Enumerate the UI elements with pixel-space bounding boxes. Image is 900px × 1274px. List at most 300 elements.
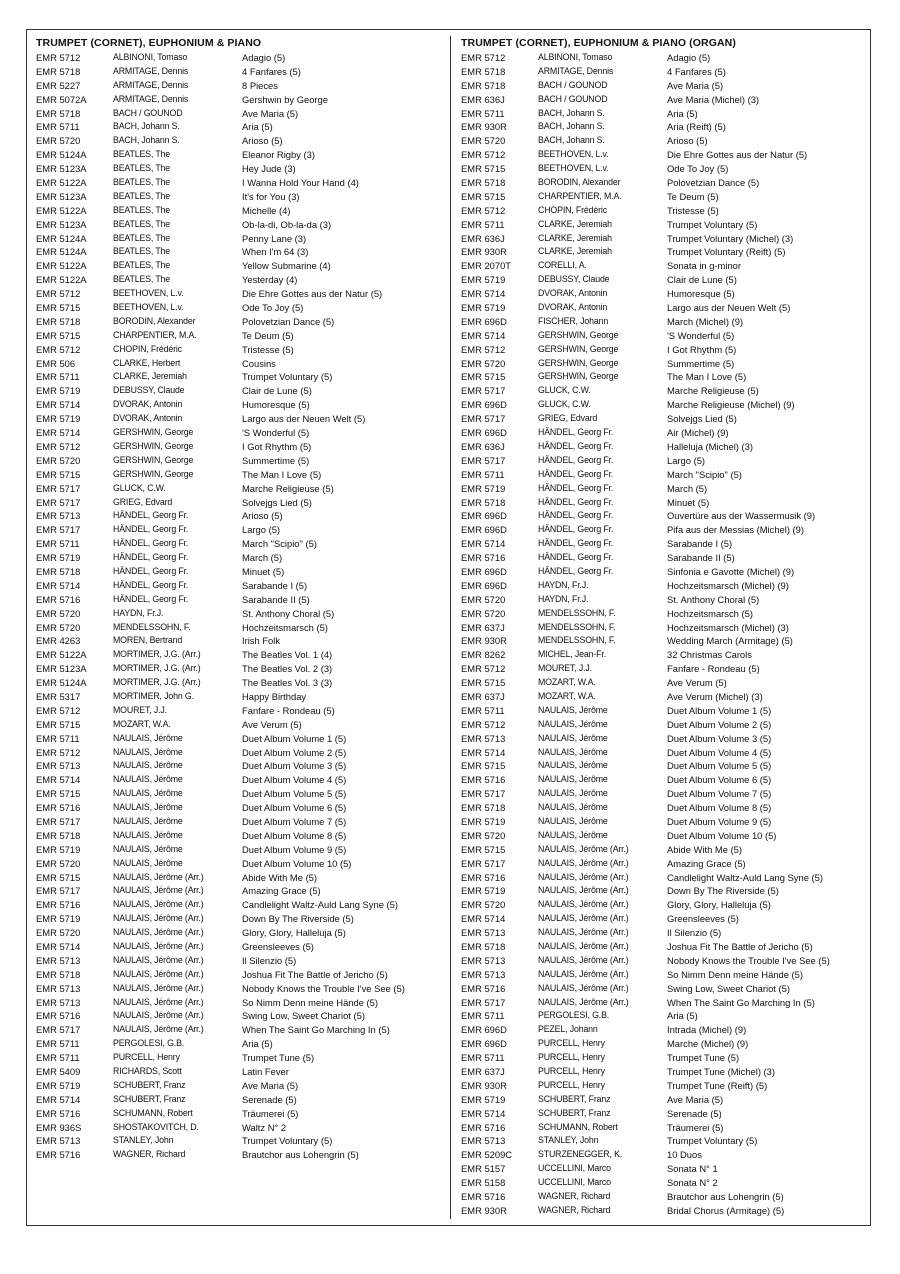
- catalog-number: EMR 5714: [461, 913, 506, 925]
- catalog-entry: [461, 370, 866, 384]
- catalog-number: EMR 5712: [461, 718, 506, 730]
- piece-title: Aria (5): [242, 121, 273, 133]
- catalog-number: EMR 5717: [36, 885, 81, 897]
- catalog-entry: [461, 954, 866, 968]
- piece-title: Duet Album Volume 6 (5): [667, 774, 772, 786]
- catalog-number: EMR 5711: [36, 1038, 80, 1050]
- catalog-number: EMR 5719: [461, 1093, 506, 1105]
- catalog-number: EMR 5716: [36, 899, 81, 911]
- composer-name: CHOPIN, Frédéric: [538, 204, 607, 215]
- composer-name: BACH / GOUNOD: [538, 93, 608, 104]
- piece-title: I Wanna Hold Your Hand (4): [242, 177, 359, 189]
- composer-name: BEATLES, The: [113, 177, 171, 188]
- catalog-number: EMR 5715: [461, 371, 506, 383]
- catalog-entry: [36, 732, 446, 746]
- composer-name: HÄNDEL, Georg Fr.: [113, 552, 189, 563]
- right-column: [461, 35, 866, 1218]
- catalog-number: EMR 5716: [461, 774, 506, 786]
- piece-title: Duet Album Volume 7 (5): [667, 788, 772, 800]
- catalog-number: EMR 5712: [461, 149, 506, 161]
- catalog-number: EMR 5123A: [36, 190, 87, 202]
- piece-title: Gershwin by George: [242, 93, 328, 105]
- piece-title: Arioso (5): [242, 135, 283, 147]
- catalog-number: EMR 5714: [36, 941, 81, 952]
- composer-name: BEETHOVEN, L.v.: [538, 149, 609, 160]
- catalog-number: EMR 696D: [461, 427, 507, 439]
- piece-title: Summertime (5): [667, 357, 735, 369]
- piece-title: Sonata N° 1: [667, 1163, 718, 1175]
- catalog-entry: [36, 1037, 446, 1051]
- piece-title: Minuet (5): [242, 565, 285, 577]
- catalog-entry: [36, 621, 446, 635]
- column-divider: [450, 36, 451, 1219]
- catalog-number: EMR 5713: [461, 732, 506, 744]
- catalog-number: EMR 696D: [461, 579, 507, 591]
- catalog-entry: [461, 648, 866, 662]
- composer-name: NAULAIS, Jérôme: [113, 774, 183, 785]
- piece-title: Brautchor aus Lohengrin (5): [242, 1149, 359, 1161]
- piece-title: Clair de Lune (5): [242, 385, 312, 397]
- catalog-number: EMR 696D: [461, 510, 507, 522]
- catalog-entry: [461, 301, 866, 315]
- piece-title: When The Saint Go Marching In (5): [667, 996, 815, 1008]
- catalog-entry: [461, 232, 866, 246]
- piece-title: Träumerei (5): [667, 1121, 724, 1133]
- piece-title: Te Deum (5): [667, 190, 719, 202]
- composer-name: NAULAIS, Jérôme: [113, 760, 183, 771]
- composer-name: BEATLES, The: [113, 190, 171, 201]
- piece-title: Trumpet Tune (Michel) (3): [667, 1066, 776, 1078]
- catalog-entry: [36, 857, 446, 871]
- piece-title: Nobody Knows the Trouble I've See (5): [242, 982, 405, 994]
- composer-name: GERSHWIN, George: [113, 468, 194, 479]
- catalog-number: EMR 930R: [461, 635, 507, 647]
- catalog-entry: [36, 273, 446, 287]
- composer-name: NAULAIS, Jérôme: [538, 704, 608, 715]
- catalog-entry: [36, 884, 446, 898]
- catalog-entry: [461, 190, 866, 204]
- composer-name: NAULAIS, Jérôme (Arr.): [538, 996, 629, 1007]
- composer-name: ARMITAGE, Dennis: [538, 65, 614, 76]
- catalog-number: EMR 5712: [36, 343, 81, 355]
- catalog-entry: [36, 232, 446, 246]
- composer-name: CHARPENTIER, M.A.: [538, 190, 622, 201]
- catalog-entry: [36, 287, 446, 301]
- composer-name: BORODIN, Alexander: [113, 315, 196, 326]
- piece-title: Die Ehre Gottes aus der Natur (5): [667, 149, 808, 161]
- catalog-entry: [461, 1204, 866, 1218]
- piece-title: Happy Birthday: [242, 690, 307, 702]
- catalog-number: EMR 5714: [36, 399, 81, 411]
- catalog-number: EMR 637J: [461, 690, 505, 702]
- catalog-number: EMR 5714: [461, 329, 506, 341]
- composer-name: GERSHWIN, George: [113, 454, 194, 465]
- composer-name: HÄNDEL, Georg Fr.: [538, 552, 614, 563]
- composer-name: MENDELSSOHN, F.: [113, 621, 191, 632]
- catalog-number: EMR 5716: [461, 871, 506, 883]
- piece-title: 'S Wonderful (5): [242, 427, 310, 439]
- catalog-entry: [461, 482, 866, 496]
- catalog-entry: [36, 176, 446, 190]
- catalog-entry: [36, 509, 446, 523]
- composer-name: HÄNDEL, Georg Fr.: [538, 454, 614, 465]
- composer-name: CHARPENTIER, M.A.: [113, 329, 197, 340]
- catalog-entry: [461, 454, 866, 468]
- catalog-number: EMR 5718: [461, 79, 506, 91]
- composer-name: NAULAIS, Jérôme: [113, 746, 183, 757]
- catalog-entry: [36, 398, 446, 412]
- composer-name: NAULAIS, Jérôme (Arr.): [538, 871, 629, 882]
- composer-name: NAULAIS, Jérôme (Arr.): [538, 954, 629, 965]
- composer-name: HÄNDEL, Georg Fr.: [113, 524, 189, 535]
- catalog-number: EMR 636J: [461, 93, 505, 105]
- composer-name: DVORAK, Antonin: [113, 413, 183, 424]
- catalog-entry: [36, 440, 446, 454]
- composer-name: ALBINONI, Tomaso: [538, 52, 613, 62]
- catalog-number: EMR 5715: [36, 718, 81, 730]
- composer-name: ARMITAGE, Dennis: [113, 79, 189, 90]
- composer-name: CORELLI, A.: [538, 260, 587, 271]
- catalog-entry: [461, 162, 866, 176]
- catalog-number: EMR 636J: [461, 232, 505, 244]
- composer-name: WAGNER, Richard: [538, 1204, 611, 1215]
- piece-title: Duet Album Volume 6 (5): [242, 802, 347, 814]
- composer-name: NAULAIS, Jérôme: [113, 732, 183, 743]
- composer-name: MOZART, W.A.: [538, 690, 596, 701]
- catalog-entry: [36, 843, 446, 857]
- composer-name: NAULAIS, Jérôme (Arr.): [538, 899, 629, 910]
- piece-title: Candlelight Waltz-Auld Lang Syne (5): [242, 899, 398, 911]
- piece-title: March "Scipio" (5): [242, 538, 317, 550]
- composer-name: NAULAIS, Jérôme: [538, 802, 608, 813]
- composer-name: HÄNDEL, Georg Fr.: [538, 468, 614, 479]
- catalog-entry: [36, 634, 446, 648]
- catalog-entry: [36, 1009, 446, 1023]
- composer-name: GLUCK, C.W.: [113, 482, 166, 493]
- piece-title: I Got Rhythm (5): [242, 440, 312, 452]
- catalog-entry: [461, 93, 866, 107]
- catalog-number: EMR 696D: [461, 524, 507, 536]
- catalog-number: EMR 5718: [461, 496, 506, 508]
- catalog-entry: [461, 245, 866, 259]
- catalog-entry: [461, 787, 866, 801]
- catalog-entry: [36, 1107, 446, 1121]
- catalog-entry: [461, 704, 866, 718]
- catalog-entry: [36, 162, 446, 176]
- catalog-entry: [461, 718, 866, 732]
- catalog-entry: [461, 343, 866, 357]
- catalog-entry: [36, 65, 446, 79]
- composer-name: MENDELSSOHN, F.: [538, 635, 616, 646]
- composer-name: BORODIN, Alexander: [538, 177, 621, 188]
- composer-name: NAULAIS, Jérôme (Arr.): [113, 913, 204, 924]
- composer-name: RICHARDS, Scott: [113, 1066, 182, 1077]
- catalog-number: EMR 5717: [461, 788, 506, 800]
- catalog-entry: [36, 551, 446, 565]
- piece-title: 'S Wonderful (5): [667, 329, 735, 341]
- catalog-entry: [461, 51, 866, 65]
- catalog-number: EMR 5713: [36, 510, 81, 522]
- catalog-number: EMR 5716: [36, 1149, 81, 1161]
- composer-name: NAULAIS, Jérôme: [538, 732, 608, 743]
- composer-name: BEATLES, The: [113, 232, 171, 243]
- piece-title: Michelle (4): [242, 204, 291, 216]
- catalog-number: EMR 5719: [461, 274, 506, 286]
- catalog-entry: [461, 259, 866, 273]
- composer-name: GRIEG, Edvard: [538, 413, 598, 424]
- catalog-number: EMR 5317: [36, 690, 81, 702]
- composer-name: PURCELL, Henry: [538, 1066, 605, 1077]
- composer-name: NAULAIS, Jérôme: [113, 815, 183, 826]
- catalog-entry: [461, 996, 866, 1010]
- catalog-number: EMR 5713: [36, 982, 81, 994]
- catalog-entry: [36, 93, 446, 107]
- catalog-entry: [36, 107, 446, 121]
- catalog-number: EMR 5717: [461, 454, 506, 466]
- catalog-entry: [461, 982, 866, 996]
- composer-name: NAULAIS, Jérôme (Arr.): [113, 871, 204, 882]
- catalog-number: EMR 5720: [461, 899, 506, 911]
- catalog-entry: [36, 1134, 446, 1148]
- catalog-entry: [461, 579, 866, 593]
- piece-title: So Nimm Denn meine Hände (5): [242, 996, 378, 1008]
- piece-title: Ave Verum (5): [242, 718, 302, 730]
- composer-name: HÄNDEL, Georg Fr.: [538, 510, 614, 521]
- piece-title: Down By The Riverside (5): [242, 913, 354, 925]
- catalog-number: EMR 5719: [36, 552, 81, 564]
- catalog-number: EMR 5123A: [36, 663, 87, 675]
- catalog-number: EMR 5712: [36, 746, 81, 758]
- catalog-number: EMR 5714: [36, 427, 81, 439]
- catalog-entry: [461, 551, 866, 565]
- piece-title: Aria (5): [667, 107, 698, 119]
- catalog-number: EMR 696D: [461, 315, 507, 327]
- left-column: [36, 35, 446, 1162]
- composer-name: BEATLES, The: [113, 274, 171, 285]
- catalog-number: EMR 5714: [36, 774, 81, 786]
- catalog-entry: [461, 329, 866, 343]
- catalog-number: EMR 5409: [36, 1066, 81, 1078]
- piece-title: Ave Maria (5): [667, 1093, 724, 1105]
- composer-name: FISCHER, Johann: [538, 315, 609, 326]
- piece-title: March "Scipio" (5): [667, 468, 742, 480]
- catalog-entry: [461, 898, 866, 912]
- catalog-number: EMR 5716: [36, 1107, 81, 1119]
- catalog-number: EMR 5711: [36, 371, 80, 383]
- composer-name: MOREN, Bertrand: [113, 635, 183, 646]
- catalog-entry: [36, 315, 446, 329]
- piece-title: Trumpet Voluntary (5): [667, 1135, 758, 1147]
- composer-name: NAULAIS, Jérôme (Arr.): [113, 927, 204, 938]
- composer-name: NAULAIS, Jérôme: [538, 829, 608, 840]
- composer-name: NAULAIS, Jérôme: [113, 802, 183, 813]
- composer-name: BACH, Johann S.: [113, 121, 180, 132]
- catalog-number: EMR 5124A: [36, 232, 87, 244]
- piece-title: Candlelight Waltz-Auld Lang Syne (5): [667, 871, 823, 883]
- composer-name: NAULAIS, Jérôme (Arr.): [538, 885, 629, 896]
- catalog-entry: [36, 301, 446, 315]
- catalog-entry: [461, 357, 866, 371]
- piece-title: Bridal Chorus (Armitage) (5): [667, 1204, 785, 1216]
- catalog-entry: [461, 218, 866, 232]
- composer-name: DVORAK, Antonin: [538, 302, 608, 313]
- composer-name: WAGNER, Richard: [113, 1149, 186, 1160]
- catalog-number: EMR 5720: [461, 829, 506, 841]
- catalog-entry: [36, 1023, 446, 1037]
- catalog-number: EMR 5718: [461, 65, 506, 77]
- composer-name: HÄNDEL, Georg Fr.: [538, 482, 614, 493]
- composer-name: BACH / GOUNOD: [113, 107, 183, 118]
- piece-title: Duet Album Volume 3 (5): [242, 760, 347, 772]
- composer-name: NAULAIS, Jérôme (Arr.): [538, 982, 629, 993]
- catalog-number: EMR 696D: [461, 399, 507, 411]
- catalog-entry: [36, 496, 446, 510]
- catalog-number: EMR 5712: [461, 204, 506, 216]
- catalog-number: EMR 5714: [461, 288, 506, 300]
- piece-title: The Man I Love (5): [667, 371, 747, 383]
- catalog-entry: [461, 1051, 866, 1065]
- catalog-entry: [36, 940, 446, 954]
- catalog-entry: [461, 1009, 866, 1023]
- composer-name: STANLEY, John: [538, 1135, 599, 1146]
- catalog-entry: [36, 454, 446, 468]
- composer-name: HÄNDEL, Georg Fr.: [113, 538, 189, 549]
- composer-name: PURCELL, Henry: [538, 1052, 605, 1063]
- catalog-entry: [36, 718, 446, 732]
- composer-name: NAULAIS, Jérôme: [113, 788, 183, 799]
- catalog-number: EMR 5720: [36, 927, 81, 939]
- catalog-entry: [461, 1065, 866, 1079]
- piece-title: It's for You (3): [242, 190, 300, 202]
- composer-name: BEETHOVEN, L.v.: [538, 163, 609, 174]
- catalog-number: EMR 5717: [36, 496, 81, 508]
- piece-title: The Beatles Vol. 2 (3): [242, 663, 333, 675]
- piece-title: Duet Album Volume 9 (5): [667, 815, 772, 827]
- catalog-number: EMR 5716: [461, 982, 506, 994]
- piece-title: Air (Michel) (9): [667, 427, 729, 439]
- catalog-entry: [36, 815, 446, 829]
- catalog-number: EMR 5714: [461, 538, 506, 550]
- piece-title: Yellow Submarine (4): [242, 260, 331, 272]
- composer-name: ARMITAGE, Dennis: [113, 93, 189, 104]
- piece-title: Humoresque (5): [667, 288, 735, 300]
- piece-title: Penny Lane (3): [242, 232, 307, 244]
- catalog-entry: [461, 134, 866, 148]
- composer-name: STANLEY, John: [113, 1135, 174, 1146]
- catalog-entry: [36, 204, 446, 218]
- piece-title: March (5): [242, 552, 283, 564]
- piece-title: 4 Fanfares (5): [667, 65, 726, 77]
- catalog-number: EMR 5717: [461, 857, 506, 869]
- piece-title: The Beatles Vol. 1 (4): [242, 649, 333, 661]
- catalog-entry: [36, 968, 446, 982]
- catalog-entry: [36, 773, 446, 787]
- catalog-entry: [461, 315, 866, 329]
- catalog-number: EMR 930R: [461, 1204, 507, 1216]
- catalog-number: EMR 5123A: [36, 163, 87, 175]
- catalog-number: EMR 5712: [36, 440, 81, 452]
- composer-name: MORTIMER, J.G. (Arr.): [113, 677, 201, 688]
- piece-title: Träumerei (5): [242, 1107, 299, 1119]
- piece-title: Greensleeves (5): [242, 941, 314, 952]
- catalog-number: EMR 5715: [36, 468, 81, 480]
- piece-title: Summertime (5): [242, 454, 310, 466]
- catalog-entry: [36, 1051, 446, 1065]
- catalog-number: EMR 5714: [461, 746, 506, 758]
- catalog-number: EMR 5123A: [36, 218, 87, 230]
- catalog-entry: [461, 79, 866, 93]
- catalog-number: EMR 5711: [461, 468, 505, 480]
- composer-name: BEATLES, The: [113, 163, 171, 174]
- composer-name: CLARKE, Herbert: [113, 357, 181, 368]
- piece-title: Marche Religieuse (5): [242, 482, 334, 494]
- catalog-number: EMR 5712: [36, 52, 81, 63]
- composer-name: NAULAIS, Jérôme (Arr.): [538, 857, 629, 868]
- composer-name: SHOSTAKOVITCH, D.: [113, 1121, 199, 1132]
- piece-title: St. Anthony Choral (5): [667, 593, 760, 605]
- catalog-entry: [36, 829, 446, 843]
- catalog-number: EMR 5209C: [461, 1149, 513, 1161]
- composer-name: NAULAIS, Jérôme: [538, 718, 608, 729]
- piece-title: Trumpet Voluntary (Reift) (5): [667, 246, 786, 258]
- composer-name: NAULAIS, Jérôme (Arr.): [113, 1024, 204, 1035]
- catalog-entry: [461, 1134, 866, 1148]
- catalog-entry: [461, 801, 866, 815]
- piece-title: Sarabande I (5): [242, 579, 308, 591]
- piece-title: Trumpet Voluntary (Michel) (3): [667, 232, 794, 244]
- catalog-entry: [461, 148, 866, 162]
- catalog-number: EMR 5122A: [36, 274, 87, 286]
- catalog-number: EMR 5719: [461, 815, 506, 827]
- composer-name: BEATLES, The: [113, 149, 171, 160]
- catalog-number: EMR 5719: [36, 1079, 81, 1091]
- catalog-entry: [461, 940, 866, 954]
- catalog-entry: [36, 746, 446, 760]
- piece-title: Glory, Glory, Halleluja (5): [667, 899, 771, 911]
- catalog-number: EMR 2070T: [461, 260, 512, 272]
- catalog-entry: [461, 537, 866, 551]
- catalog-entry: [36, 134, 446, 148]
- composer-name: PERGOLESI, G.B.: [113, 1038, 185, 1049]
- piece-title: Ave Maria (Michel) (3): [667, 93, 760, 105]
- catalog-entry: [461, 773, 866, 787]
- composer-name: NAULAIS, Jérôme (Arr.): [538, 941, 629, 951]
- piece-title: Aria (Reift) (5): [667, 121, 726, 133]
- piece-title: Amazing Grace (5): [667, 857, 746, 869]
- piece-title: Swing Low, Sweet Chariot (5): [667, 982, 790, 994]
- catalog-entry: [461, 287, 866, 301]
- catalog-entry: [461, 759, 866, 773]
- piece-title: March (5): [667, 482, 708, 494]
- catalog-number: EMR 5716: [461, 552, 506, 564]
- catalog-entry: [461, 398, 866, 412]
- composer-name: BEATLES, The: [113, 246, 171, 257]
- piece-title: Irish Folk: [242, 635, 281, 647]
- catalog-number: EMR 5717: [36, 482, 81, 494]
- composer-name: HAYDN, Fr.J.: [538, 593, 589, 604]
- piece-title: Duet Album Volume 7 (5): [242, 815, 347, 827]
- catalog-entry: [461, 496, 866, 510]
- piece-title: Down By The Riverside (5): [667, 885, 779, 897]
- piece-title: Sarabande II (5): [242, 593, 310, 605]
- catalog-number: EMR 5717: [461, 996, 506, 1008]
- composer-name: PEZEL, Johann: [538, 1024, 598, 1035]
- piece-title: Greensleeves (5): [667, 913, 739, 925]
- piece-title: Duet Album Volume 1 (5): [242, 732, 347, 744]
- catalog-number: EMR 5720: [36, 857, 81, 869]
- composer-name: GERSHWIN, George: [538, 371, 619, 382]
- composer-name: BACH / GOUNOD: [538, 79, 608, 90]
